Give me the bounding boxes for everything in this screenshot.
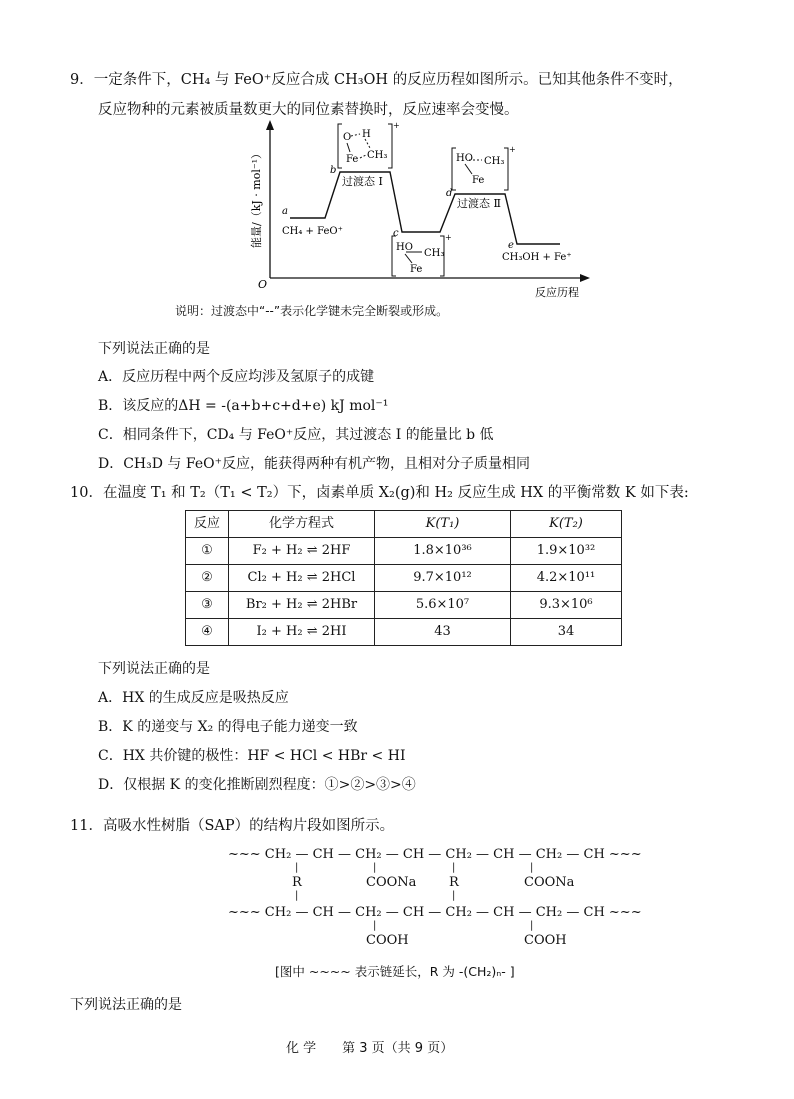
origin-label: O — [258, 278, 268, 291]
q10-prompt: 下列说法正确的是 — [98, 661, 210, 677]
q10-option-c: C．HX 共价键的极性：HF < HCl < HBr < HI — [98, 748, 406, 764]
page-footer: 化 学 第 3 页（共 9 页） — [286, 1041, 454, 1056]
q10-option-d: D．仅根据 K 的变化推断剧烈程度：①>②>③>④ — [98, 777, 416, 793]
k-table — [185, 510, 622, 646]
label-b: b — [330, 165, 337, 176]
table-row — [186, 565, 622, 592]
table-cell: Br₂ + H₂ ⇌ 2HBr — [229, 592, 375, 619]
bond-mark: | — [452, 890, 456, 901]
q10-option-b: B．K 的递变与 X₂ 的得电子能力递变一致 — [98, 719, 358, 735]
table-cell: 9.7×10¹² — [375, 565, 511, 592]
svg-text:CH₃: CH₃ — [424, 248, 445, 259]
sub-coona-2: COONa — [524, 875, 575, 890]
ts2-label: 过渡态 Ⅱ — [457, 197, 501, 210]
ts2-structure — [452, 145, 516, 190]
q9-note: 说明：过渡态中“--”表示化学键未完全断裂或形成。 — [175, 304, 449, 318]
q9-line2: 反应物种的元素被质量数更大的同位素替换时，反应速率会变慢。 — [98, 102, 519, 118]
sub-coona-1: COONa — [366, 875, 417, 890]
bond-mark: | — [373, 920, 377, 931]
svg-text:HO: HO — [396, 242, 413, 253]
q11-prompt: 下列说法正确的是 — [70, 997, 182, 1013]
table-cell: 1.8×10³⁶ — [375, 538, 511, 565]
table-header: 化学方程式 — [229, 511, 375, 538]
q9-prompt: 下列说法正确的是 — [98, 341, 210, 357]
ts1-structure — [338, 121, 400, 168]
polymer-chain-2: ~~~ CH₂ — CH — CH₂ — CH — CH₂ — CH — CH₂ — CH ~~~ — [228, 905, 642, 920]
q11-line1: 11．高吸水性树脂（SAP）的结构片段如图所示。 — [70, 818, 395, 834]
bond-mark: | — [295, 890, 299, 901]
ts1-label: 过渡态 Ⅰ — [342, 175, 383, 188]
q10-option-a: A．HX 的生成反应是吸热反应 — [98, 690, 289, 706]
table-cell: I₂ + H₂ ⇌ 2HI — [229, 619, 375, 646]
svg-text:CH₃: CH₃ — [367, 150, 388, 161]
table-cell: ③ — [186, 592, 229, 619]
table-cell: Cl₂ + H₂ ⇌ 2HCl — [229, 565, 375, 592]
polymer-chain-1: ~~~ CH₂ — CH — CH₂ — CH — CH₂ — CH — CH₂ — CH ~~~ — [228, 847, 642, 862]
sub-r-1: R — [292, 875, 302, 890]
label-a: a — [282, 206, 288, 217]
intermediate-structure — [392, 233, 452, 276]
table-cell: 9.3×10⁶ — [511, 592, 622, 619]
table-cell: 5.6×10⁷ — [375, 592, 511, 619]
table-header-row — [186, 511, 622, 538]
q9-option-d: D．CH₃D 与 FeO⁺反应，能获得两种有机产物，且相对分子质量相同 — [98, 456, 530, 472]
svg-text:Fe: Fe — [346, 154, 359, 165]
table-cell: ① — [186, 538, 229, 565]
table-row — [186, 538, 622, 565]
q9-line1: 9．一定条件下，CH₄ 与 FeO⁺反应合成 CH₃OH 的反应历程如图所示。已知其他条件不变时， — [70, 72, 683, 88]
table-cell: ④ — [186, 619, 229, 646]
table-row — [186, 592, 622, 619]
table-header: K(T₂) — [511, 511, 622, 538]
sub-cooh-2: COOH — [524, 933, 567, 948]
reactants-label: CH₄ + FeO⁺ — [282, 226, 343, 237]
sub-cooh-1: COOH — [366, 933, 409, 948]
table-header: 反应 — [186, 511, 229, 538]
table-cell: F₂ + H₂ ⇌ 2HF — [229, 538, 375, 565]
svg-text:Fe: Fe — [472, 175, 485, 186]
table-cell: 1.9×10³² — [511, 538, 622, 565]
bond-mark: | — [530, 862, 534, 873]
table-header: K(T₁) — [375, 511, 511, 538]
products-label: CH₃OH + Fe⁺ — [502, 252, 572, 263]
table-cell: 43 — [375, 619, 511, 646]
table-cell: 4.2×10¹¹ — [511, 565, 622, 592]
label-d: d — [446, 188, 453, 199]
table-row — [186, 619, 622, 646]
svg-text:O: O — [343, 132, 352, 143]
bond-mark: | — [530, 920, 534, 931]
bond-mark: | — [295, 862, 299, 873]
x-axis-label: 反应历程 — [535, 286, 579, 298]
y-axis-label: 能量/（kJ · mol⁻¹） — [250, 147, 263, 248]
svg-text:+: + — [509, 145, 516, 154]
energy-diagram — [250, 118, 595, 298]
label-c: c — [393, 228, 399, 239]
q9-option-a: A．反应历程中两个反应均涉及氢原子的成键 — [98, 369, 375, 385]
table-cell: ② — [186, 565, 229, 592]
svg-text:+: + — [445, 233, 452, 242]
table-cell: 34 — [511, 619, 622, 646]
label-e: e — [508, 240, 514, 251]
q9-option-b: B．该反应的ΔH = -(a+b+c+d+e) kJ mol⁻¹ — [98, 398, 389, 414]
sub-r-2: R — [449, 875, 459, 890]
bond-mark: | — [452, 862, 456, 873]
q11-legend: [图中 ~~~~ 表示链延长，R 为 -(CH₂)ₙ- ] — [275, 964, 515, 979]
svg-text:Fe: Fe — [410, 264, 423, 275]
svg-text:H: H — [362, 129, 371, 140]
svg-text:HO: HO — [456, 153, 473, 164]
q9-option-c: C．相同条件下，CD₄ 与 FeO⁺反应，其过渡态 I 的能量比 b 低 — [98, 427, 494, 443]
svg-text:CH₃: CH₃ — [484, 156, 505, 167]
bond-mark: | — [373, 862, 377, 873]
svg-text:+: + — [393, 121, 400, 130]
q10-line1: 10．在温度 T₁ 和 T₂（T₁ < T₂）下，卤素单质 X₂(g)和 H₂ 反应生成 HX 的平衡常数 K 如下表: — [70, 485, 689, 501]
